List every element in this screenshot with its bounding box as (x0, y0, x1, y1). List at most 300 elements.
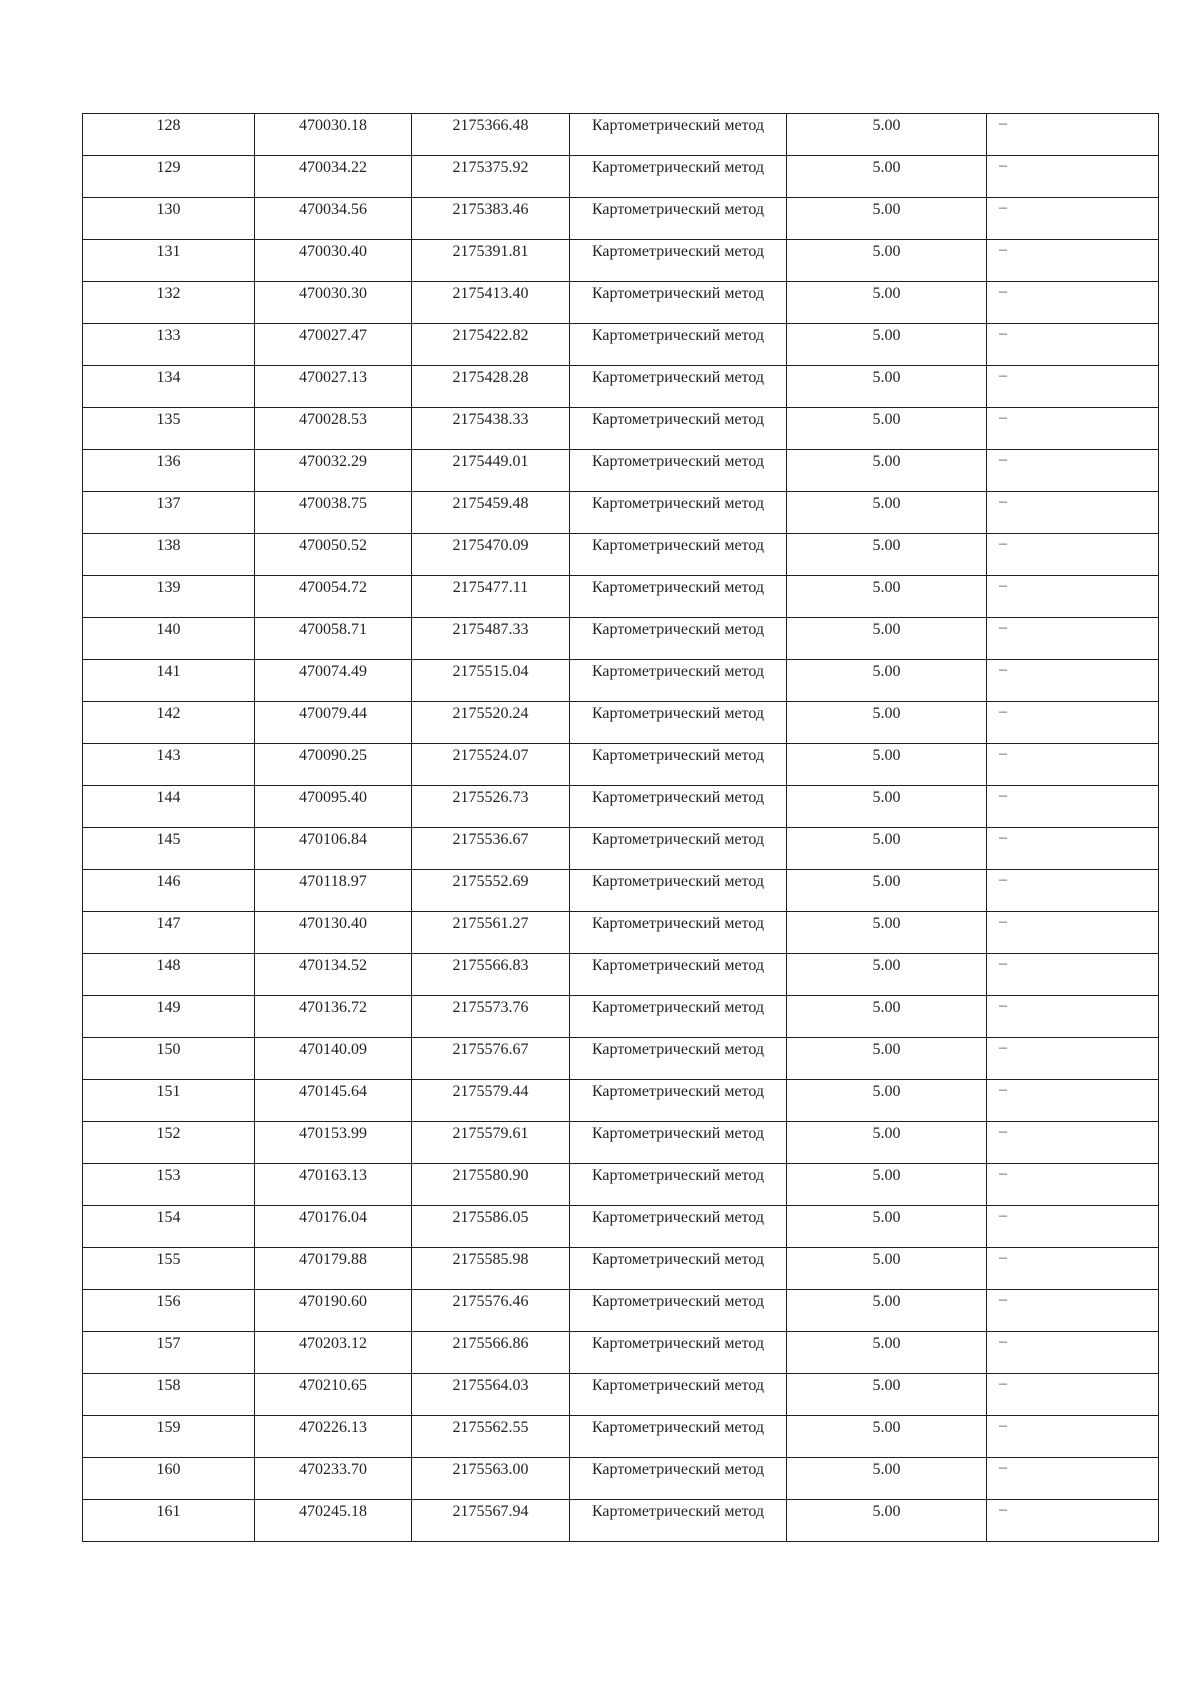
description-cell-text: – (999, 1417, 1007, 1434)
description-cell (987, 1374, 1159, 1416)
point-number-cell (83, 534, 255, 576)
accuracy-cell-text: 5.00 (872, 327, 901, 344)
method-cell (570, 534, 787, 576)
y-coordinate-cell-text: 2175438.33 (452, 411, 529, 428)
y-coordinate-cell (412, 492, 570, 534)
x-coordinate-cell (255, 660, 412, 702)
description-cell (987, 534, 1159, 576)
x-coordinate-cell (255, 240, 412, 282)
table-row (83, 576, 1159, 618)
accuracy-cell-text: 5.00 (872, 411, 901, 428)
description-cell-text: – (999, 451, 1007, 468)
x-coordinate-cell (255, 744, 412, 786)
accuracy-cell (787, 282, 987, 324)
x-coordinate-cell-text: 470027.47 (299, 327, 367, 344)
description-cell (987, 366, 1159, 408)
accuracy-cell-text: 5.00 (872, 663, 901, 680)
accuracy-cell-text: 5.00 (872, 159, 901, 176)
x-coordinate-cell (255, 702, 412, 744)
table-row (83, 240, 1159, 282)
accuracy-cell-text: 5.00 (872, 579, 901, 596)
description-cell (987, 702, 1159, 744)
point-number-cell (83, 1500, 255, 1542)
method-cell (570, 366, 787, 408)
accuracy-cell-text: 5.00 (872, 369, 901, 386)
x-coordinate-cell-text: 470028.53 (299, 411, 367, 428)
point-number-cell-text: 146 (156, 873, 181, 890)
x-coordinate-cell (255, 1332, 412, 1374)
point-number-cell (83, 660, 255, 702)
x-coordinate-cell-text: 470136.72 (299, 999, 367, 1016)
table-row (83, 114, 1159, 156)
description-cell (987, 1290, 1159, 1332)
description-cell (987, 240, 1159, 282)
point-number-cell (83, 1080, 255, 1122)
y-coordinate-cell (412, 156, 570, 198)
point-number-cell (83, 702, 255, 744)
y-coordinate-cell-text: 2175413.40 (452, 285, 529, 302)
description-cell (987, 1164, 1159, 1206)
point-number-cell-text: 160 (156, 1461, 181, 1478)
description-cell-text: – (999, 703, 1007, 720)
table-row (83, 156, 1159, 198)
y-coordinate-cell (412, 114, 570, 156)
y-coordinate-cell (412, 1332, 570, 1374)
accuracy-cell-text: 5.00 (872, 1377, 901, 1394)
method-cell-text: Картометрический метод (591, 579, 765, 596)
accuracy-cell-text: 5.00 (872, 1125, 901, 1142)
description-cell-text: – (999, 1165, 1007, 1182)
method-cell (570, 1248, 787, 1290)
point-number-cell-text: 129 (156, 159, 181, 176)
x-coordinate-cell-text: 470106.84 (299, 831, 367, 848)
accuracy-cell (787, 156, 987, 198)
method-cell (570, 618, 787, 660)
x-coordinate-cell-text: 470032.29 (299, 453, 367, 470)
x-coordinate-cell (255, 450, 412, 492)
point-number-cell (83, 282, 255, 324)
method-cell-text: Картометрический метод (591, 705, 765, 722)
accuracy-cell-text: 5.00 (872, 789, 901, 806)
method-cell-text: Картометрический метод (591, 663, 765, 680)
method-cell (570, 1164, 787, 1206)
method-cell (570, 996, 787, 1038)
method-cell (570, 450, 787, 492)
point-number-cell-text: 156 (156, 1293, 181, 1310)
method-cell (570, 324, 787, 366)
method-cell-text: Картометрический метод (591, 285, 765, 302)
point-number-cell (83, 240, 255, 282)
x-coordinate-cell-text: 470038.75 (299, 495, 367, 512)
method-cell (570, 912, 787, 954)
accuracy-cell (787, 1374, 987, 1416)
y-coordinate-cell-text: 2175576.67 (452, 1041, 529, 1058)
y-coordinate-cell (412, 1458, 570, 1500)
accuracy-cell-text: 5.00 (872, 1335, 901, 1352)
point-number-cell (83, 1122, 255, 1164)
point-number-cell-text: 159 (156, 1419, 181, 1436)
accuracy-cell (787, 198, 987, 240)
point-number-cell (83, 1374, 255, 1416)
accuracy-cell-text: 5.00 (872, 1251, 901, 1268)
method-cell (570, 702, 787, 744)
method-cell-text: Картометрический метод (591, 1503, 765, 1520)
method-cell-text: Картометрический метод (591, 1083, 765, 1100)
x-coordinate-cell (255, 1080, 412, 1122)
x-coordinate-cell-text: 470034.22 (299, 159, 367, 176)
method-cell (570, 954, 787, 996)
point-number-cell-text: 137 (156, 495, 181, 512)
description-cell-text: – (999, 1501, 1007, 1518)
point-number-cell-text: 149 (156, 999, 181, 1016)
point-number-cell-text: 158 (156, 1377, 181, 1394)
point-number-cell-text: 128 (156, 117, 181, 134)
y-coordinate-cell (412, 1080, 570, 1122)
x-coordinate-cell-text: 470090.25 (299, 747, 367, 764)
description-cell-text: – (999, 1207, 1007, 1224)
description-cell-text: – (999, 325, 1007, 342)
method-cell (570, 1500, 787, 1542)
description-cell (987, 912, 1159, 954)
point-number-cell-text: 141 (156, 663, 181, 680)
description-cell-text: – (999, 1123, 1007, 1140)
point-number-cell (83, 1164, 255, 1206)
y-coordinate-cell (412, 1164, 570, 1206)
accuracy-cell-text: 5.00 (872, 999, 901, 1016)
x-coordinate-cell-text: 470226.13 (299, 1419, 367, 1436)
x-coordinate-cell (255, 1038, 412, 1080)
method-cell-text: Картометрический метод (591, 369, 765, 386)
accuracy-cell-text: 5.00 (872, 285, 901, 302)
x-coordinate-cell (255, 912, 412, 954)
x-coordinate-cell-text: 470179.88 (299, 1251, 367, 1268)
point-number-cell (83, 114, 255, 156)
y-coordinate-cell (412, 618, 570, 660)
accuracy-cell (787, 1206, 987, 1248)
x-coordinate-cell (255, 996, 412, 1038)
description-cell (987, 1122, 1159, 1164)
description-cell (987, 1458, 1159, 1500)
description-cell (987, 1500, 1159, 1542)
accuracy-cell (787, 1500, 987, 1542)
y-coordinate-cell (412, 534, 570, 576)
description-cell (987, 114, 1159, 156)
method-cell-text: Картометрический метод (591, 747, 765, 764)
accuracy-cell (787, 1458, 987, 1500)
accuracy-cell (787, 1038, 987, 1080)
y-coordinate-cell-text: 2175470.09 (452, 537, 529, 554)
table-row (83, 912, 1159, 954)
point-number-cell-text: 131 (156, 243, 181, 260)
method-cell-text: Картометрический метод (591, 537, 765, 554)
method-cell-text: Картометрический метод (591, 411, 765, 428)
method-cell (570, 1458, 787, 1500)
point-number-cell (83, 1290, 255, 1332)
accuracy-cell-text: 5.00 (872, 1293, 901, 1310)
method-cell (570, 282, 787, 324)
accuracy-cell-text: 5.00 (872, 1419, 901, 1436)
table-row (83, 786, 1159, 828)
point-number-cell (83, 1416, 255, 1458)
y-coordinate-cell-text: 2175567.94 (452, 1503, 529, 1520)
y-coordinate-cell-text: 2175585.98 (452, 1251, 529, 1268)
x-coordinate-cell (255, 576, 412, 618)
point-number-cell (83, 1332, 255, 1374)
accuracy-cell (787, 660, 987, 702)
accuracy-cell-text: 5.00 (872, 453, 901, 470)
method-cell-text: Картометрический метод (591, 201, 765, 218)
y-coordinate-cell-text: 2175477.11 (452, 579, 529, 596)
description-cell (987, 1332, 1159, 1374)
method-cell-text: Картометрический метод (591, 1251, 765, 1268)
description-cell-text: – (999, 1459, 1007, 1476)
method-cell-text: Картометрический метод (591, 1335, 765, 1352)
y-coordinate-cell-text: 2175428.28 (452, 369, 529, 386)
method-cell-text: Картометрический метод (591, 789, 765, 806)
accuracy-cell-text: 5.00 (872, 537, 901, 554)
description-cell-text: – (999, 115, 1007, 132)
accuracy-cell-text: 5.00 (872, 243, 901, 260)
y-coordinate-cell-text: 2175579.61 (452, 1125, 529, 1142)
point-number-cell (83, 870, 255, 912)
table-row (83, 1080, 1159, 1122)
y-coordinate-cell-text: 2175459.48 (452, 495, 529, 512)
method-cell-text: Картометрический метод (591, 1377, 765, 1394)
x-coordinate-cell-text: 470245.18 (299, 1503, 367, 1520)
accuracy-cell-text: 5.00 (872, 201, 901, 218)
y-coordinate-cell-text: 2175566.86 (452, 1335, 529, 1352)
y-coordinate-cell-text: 2175566.83 (452, 957, 529, 974)
point-number-cell-text: 144 (156, 789, 181, 806)
table-row (83, 450, 1159, 492)
y-coordinate-cell-text: 2175391.81 (452, 243, 529, 260)
x-coordinate-cell (255, 1164, 412, 1206)
method-cell-text: Картометрический метод (591, 453, 765, 470)
table-row (83, 1206, 1159, 1248)
x-coordinate-cell-text: 470050.52 (299, 537, 367, 554)
point-number-cell-text: 139 (156, 579, 181, 596)
y-coordinate-cell-text: 2175552.69 (452, 873, 529, 890)
accuracy-cell-text: 5.00 (872, 957, 901, 974)
point-number-cell (83, 1458, 255, 1500)
x-coordinate-cell-text: 470140.09 (299, 1041, 367, 1058)
description-cell (987, 870, 1159, 912)
accuracy-cell (787, 702, 987, 744)
point-number-cell-text: 134 (156, 369, 181, 386)
description-cell-text: – (999, 409, 1007, 426)
table-row (83, 408, 1159, 450)
x-coordinate-cell-text: 470034.56 (299, 201, 367, 218)
method-cell (570, 492, 787, 534)
method-cell (570, 1374, 787, 1416)
description-cell (987, 1038, 1159, 1080)
method-cell-text: Картометрический метод (591, 831, 765, 848)
x-coordinate-cell-text: 470145.64 (299, 1083, 367, 1100)
x-coordinate-cell-text: 470030.30 (299, 285, 367, 302)
description-cell (987, 660, 1159, 702)
point-number-cell-text: 161 (156, 1503, 181, 1520)
x-coordinate-cell-text: 470134.52 (299, 957, 367, 974)
method-cell-text: Картометрический метод (591, 1041, 765, 1058)
y-coordinate-cell (412, 1206, 570, 1248)
description-cell-text: – (999, 913, 1007, 930)
x-coordinate-cell (255, 786, 412, 828)
method-cell (570, 1290, 787, 1332)
point-number-cell-text: 151 (156, 1083, 181, 1100)
method-cell-text: Картометрический метод (591, 117, 765, 134)
y-coordinate-cell (412, 366, 570, 408)
point-number-cell (83, 366, 255, 408)
y-coordinate-cell (412, 1500, 570, 1542)
x-coordinate-cell-text: 470074.49 (299, 663, 367, 680)
point-number-cell (83, 450, 255, 492)
accuracy-cell (787, 912, 987, 954)
table-row (83, 1248, 1159, 1290)
table-row (83, 1164, 1159, 1206)
y-coordinate-cell (412, 576, 570, 618)
point-number-cell-text: 153 (156, 1167, 181, 1184)
y-coordinate-cell-text: 2175375.92 (452, 159, 529, 176)
x-coordinate-cell (255, 954, 412, 996)
description-cell (987, 282, 1159, 324)
point-number-cell (83, 786, 255, 828)
x-coordinate-cell (255, 1458, 412, 1500)
description-cell (987, 492, 1159, 534)
table-row (83, 660, 1159, 702)
description-cell (987, 156, 1159, 198)
description-cell-text: – (999, 157, 1007, 174)
x-coordinate-cell-text: 470210.65 (299, 1377, 367, 1394)
point-number-cell-text: 136 (156, 453, 181, 470)
y-coordinate-cell (412, 1122, 570, 1164)
x-coordinate-cell (255, 366, 412, 408)
point-number-cell-text: 145 (156, 831, 181, 848)
y-coordinate-cell (412, 870, 570, 912)
accuracy-cell (787, 954, 987, 996)
description-cell-text: – (999, 283, 1007, 300)
method-cell (570, 660, 787, 702)
accuracy-cell-text: 5.00 (872, 831, 901, 848)
accuracy-cell-text: 5.00 (872, 621, 901, 638)
y-coordinate-cell-text: 2175515.04 (452, 663, 529, 680)
table-row (83, 1458, 1159, 1500)
y-coordinate-cell (412, 786, 570, 828)
description-cell-text: – (999, 241, 1007, 258)
table-row (83, 744, 1159, 786)
table-row (83, 282, 1159, 324)
description-cell (987, 744, 1159, 786)
point-number-cell-text: 157 (156, 1335, 181, 1352)
description-cell (987, 408, 1159, 450)
x-coordinate-cell-text: 470118.97 (299, 873, 367, 890)
description-cell-text: – (999, 493, 1007, 510)
point-number-cell (83, 1248, 255, 1290)
description-cell (987, 828, 1159, 870)
method-cell (570, 828, 787, 870)
description-cell-text: – (999, 199, 1007, 216)
y-coordinate-cell (412, 408, 570, 450)
y-coordinate-cell-text: 2175383.46 (452, 201, 529, 218)
x-coordinate-cell (255, 114, 412, 156)
accuracy-cell-text: 5.00 (872, 117, 901, 134)
method-cell (570, 1332, 787, 1374)
x-coordinate-cell-text: 470176.04 (299, 1209, 367, 1226)
accuracy-cell (787, 1248, 987, 1290)
y-coordinate-cell-text: 2175573.76 (452, 999, 529, 1016)
point-number-cell (83, 576, 255, 618)
method-cell (570, 1122, 787, 1164)
method-cell-text: Картометрический метод (591, 1125, 765, 1142)
y-coordinate-cell (412, 660, 570, 702)
x-coordinate-cell (255, 156, 412, 198)
x-coordinate-cell (255, 408, 412, 450)
description-cell (987, 996, 1159, 1038)
description-cell-text: – (999, 829, 1007, 846)
y-coordinate-cell-text: 2175564.03 (452, 1377, 529, 1394)
accuracy-cell (787, 576, 987, 618)
accuracy-cell (787, 618, 987, 660)
accuracy-cell-text: 5.00 (872, 1209, 901, 1226)
y-coordinate-cell (412, 282, 570, 324)
table-row (83, 1122, 1159, 1164)
method-cell-text: Картометрический метод (591, 1461, 765, 1478)
method-cell-text: Картометрический метод (591, 621, 765, 638)
description-cell (987, 450, 1159, 492)
x-coordinate-cell-text: 470027.13 (299, 369, 367, 386)
description-cell (987, 324, 1159, 366)
description-cell (987, 198, 1159, 240)
method-cell (570, 576, 787, 618)
method-cell (570, 786, 787, 828)
method-cell (570, 1038, 787, 1080)
table-row (83, 828, 1159, 870)
accuracy-cell (787, 1290, 987, 1332)
description-cell-text: – (999, 787, 1007, 804)
y-coordinate-cell (412, 744, 570, 786)
point-number-cell (83, 1206, 255, 1248)
x-coordinate-cell-text: 470190.60 (299, 1293, 367, 1310)
description-cell (987, 1248, 1159, 1290)
description-cell-text: – (999, 619, 1007, 636)
accuracy-cell (787, 324, 987, 366)
description-cell-text: – (999, 1291, 1007, 1308)
point-number-cell (83, 1038, 255, 1080)
point-number-cell (83, 408, 255, 450)
method-cell-text: Картометрический метод (591, 1209, 765, 1226)
method-cell-text: Картометрический метод (591, 999, 765, 1016)
method-cell-text: Картометрический метод (591, 1419, 765, 1436)
x-coordinate-cell (255, 1374, 412, 1416)
x-coordinate-cell (255, 324, 412, 366)
x-coordinate-cell-text: 470030.18 (299, 117, 367, 134)
method-cell-text: Картометрический метод (591, 957, 765, 974)
point-number-cell (83, 198, 255, 240)
point-number-cell-text: 147 (156, 915, 181, 932)
x-coordinate-cell-text: 470163.13 (299, 1167, 367, 1184)
description-cell (987, 1206, 1159, 1248)
table-row (83, 702, 1159, 744)
description-cell-text: – (999, 1249, 1007, 1266)
x-coordinate-cell (255, 1248, 412, 1290)
point-number-cell-text: 132 (156, 285, 181, 302)
y-coordinate-cell-text: 2175579.44 (452, 1083, 529, 1100)
x-coordinate-cell (255, 828, 412, 870)
method-cell (570, 1080, 787, 1122)
description-cell-text: – (999, 1081, 1007, 1098)
coordinates-table (82, 113, 1159, 1542)
accuracy-cell (787, 1122, 987, 1164)
accuracy-cell (787, 492, 987, 534)
